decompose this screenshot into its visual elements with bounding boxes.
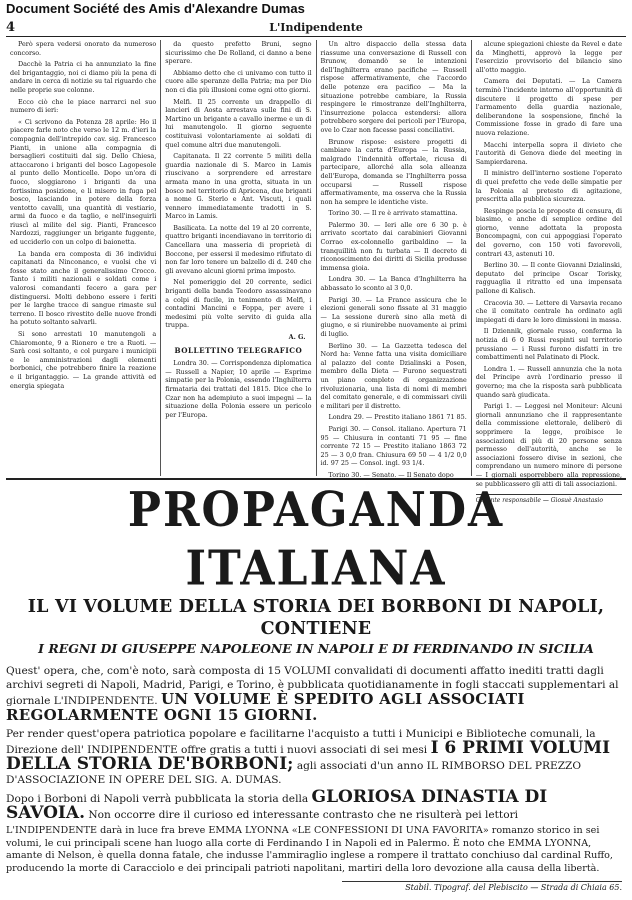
ad-p3-emphasis: GLORIOSA DINASTIA DI SAVOIA. bbox=[6, 787, 548, 823]
column-paragraph: Basilicata. La notte del 19 al 20 corrente, quattro briganti incendiavano in territorio di Cancellara una masseria di proprietà di Boccone, per essersi il medesimo rifiutato di non far loro tenere un balzello di d. 240 che gli avevano alcuni giorni prima imposto. bbox=[165, 223, 312, 275]
ad-paragraph-2 bbox=[6, 727, 626, 787]
column-paragraph: Si sono arrestati 10 manutengoli a Chiaromonte, 9 a Rionero e tre a Ruoti. — Sarà cosi soltanto, e col purgare i municipii e le amministrazioni dagli elementi borbonici, che potrebbero finire la reazione e il brigantaggio. — La grande attività ed energia spiegata bbox=[10, 330, 157, 390]
column-paragraph: Dacchè la Patria ci ha annunziato la fine del brigantaggio, noi ci diamo più la pena di andare in cerca di notizie su tal riguardo che nelle proprie sue colonne. bbox=[10, 60, 157, 94]
news-columns bbox=[6, 40, 626, 505]
column-paragraph: Respinge poscia le proposte di censura, di biasimo, e anche di semplice ordine del giorno, venne adottata la proposta Boncompagni, con cui appoggiasi l'operato del governo, con 150 voti favorevoli, contrari 43, astenuti 10. bbox=[475, 206, 622, 258]
ad-subtitle: IL VI VOLUME DELLA STORIA DEI BORBONI DI NAPOLI, CONTIENE bbox=[27, 597, 605, 639]
ad-paragraph-1 bbox=[6, 664, 626, 724]
column-paragraph: Macchi interpella sopra il divieto che l'autorità di Genova diede del meeting in Sampierdarena. bbox=[475, 140, 622, 166]
column-paragraph: Palermo 30. — Ieri alle ore 6 30 p. è arrivato scortato dai carabinieri Giovanni Corrao ex-colonnello garibaldino — la tranquillità non fu turbata — Il decreto di riconoscimento dei diritti di Sicilia produsse immensa gioia. bbox=[320, 220, 467, 272]
column-paragraph: Cracovia 30. — Lettere di Varsavia recano che il comitato centrale ha ordinato agli impiegati di dare le loro dimissioni in massa. bbox=[475, 298, 622, 324]
ad-p2-tail: agli associati d'un anno IL RIMBORSO DEL PREZZO D'ASSOCIAZIONE IN OPERE DEL SIG. A. DUMAS. bbox=[6, 760, 582, 786]
column-paragraph: Camera dei Deputati. — La Camera terminò l'incidente intorno all'opportunità di discutere il progetto di spese per l'armamento della guardia nazionale, deliberandone la sospensione, finché la Commissione fosse in grado di fare una nuova relazione. bbox=[475, 77, 622, 137]
column-paragraph: Berlino 30. — La Gazzetta tedesca del Nord ha: Venne fatta una visita domiciliare al palazzo del conte Dzialinski a Posen, membro della Dieta — Furono sequestrati un piano completo di organizzazione rivoluzionaria, una lista di nomi di membri del comitato generale, e di commissari civili e militari per il distretto. bbox=[320, 341, 467, 410]
column-footer: Gerente responsabile — Giosuè Anastasio bbox=[476, 494, 622, 506]
ad-p3-tail: Non occorre dire il curioso ed interessante contrasto che ne risulterà pei lettori bbox=[88, 809, 519, 821]
column-paragraph: Però spera vedersi onorato da numeroso concorso. bbox=[10, 40, 157, 57]
column-paragraph: Berlino 30. — Il conte Giovanni Dzialinski, deputato del principe Oscar Torisky, ragguaglia il ritratto ed una impensata pallone di Kalisch. bbox=[475, 261, 622, 296]
column-4 bbox=[472, 40, 626, 505]
ad-p1-emphasis: UN VOLUME È SPEDITO AGLI ASSOCIATI REGOLARMENTE OGNI 15 GIORNI. bbox=[6, 690, 525, 724]
column-paragraph: Il Dziennik, giornale russo, conferma la notizia di 6 0 Russi respinti sul territorio prussiano — i Russi furono disfatti in tre combattimenti nel Palatinato di Plock. bbox=[475, 327, 622, 362]
imprint: Stabil. Tipograf. del Plebiscito — Strada di Chiaia 65. bbox=[342, 881, 622, 892]
column-paragraph: Capitanata. Il 22 corrente 5 militi della guardia nazionale di S. Marco in Lamis riuscivano a sorprendere ed arrestare armata mano in una grotta, situata in un bosco nel territorio di Apricena, due briganti a nome G. Sterlo e Ant. Viscuti, i quali vennero immediatamente tradotti in S. Marco in Lamis. bbox=[165, 152, 312, 221]
column-1 bbox=[6, 40, 161, 476]
ad-p2-emphasis: I 6 PRIMI VOLUMI DELLA STORIA DE'BORBONI; bbox=[6, 738, 611, 774]
advertisement bbox=[6, 482, 626, 892]
section-divider bbox=[6, 478, 626, 480]
masthead: L'Indipendente bbox=[269, 21, 363, 34]
column-paragraph: alcune spiegazioni chieste da Revel e date da Minghetti, approvò la legge per l'esercizio provvisorio del bilancio sino all'otto maggio. bbox=[475, 40, 622, 74]
column-paragraph: Ecco ciò che le piace narrarci nel suo numero di ieri: bbox=[10, 97, 157, 115]
column-paragraph: Parigi 30. — La France assicura che le elezioni generali sono fissate al 31 maggio — La sessione durerà sino alla metà di giugno, e si riunirebbe nuovamente ai primi di luglio. bbox=[320, 295, 467, 338]
column-paragraph: BOLLETTINO TELEGRAFICO bbox=[174, 345, 303, 355]
column-paragraph: La banda era composta di 36 individui capitanati da Ninconanco, e vuolsi che vi fosse stato anche il generalissimo Crocco. Tanto i militi nazionali e soldati come i valorosi comandanti fecero a gara per distinguersi. Molti debbono essere i feriti per le larghe tracce di sangue rimaste sul terreno. Il bosco rivestito delle nuove frondi ha potuto soltanto salvarli. bbox=[10, 249, 157, 327]
column-paragraph: Parigi 30. — Consol. italiano. Apertura 71 95 — Chiusura in contanti 71 95 — fine corrente 72 15 — Prestito italiano 1863 72 25 — 3 0,0 fran. Chiusura 69 50 — 4 1/2 0,0 id. 97 25 — Consol. ingl. 93 1/4. bbox=[320, 424, 467, 468]
column-paragraph: Torino 30. — Il re è arrivato stamattina. bbox=[328, 209, 458, 218]
column-paragraph: da questo prefetto Bruni, segno sicurissimo che De Rolland, ci danno a bene sperare. bbox=[165, 40, 312, 66]
watermark: Document Société des Amis d'Alexandre Dumas bbox=[6, 1, 305, 16]
column-paragraph: Brunow rispose: esistere progetti di cambiare la carta d'Europa — la Russia, malgrado l'indennità offertale, ricusa di partecipare, allorché alla sola alleanza dell'Europa, domanda se l'Inghilterra possa occuparsi — Russell rispose affermativamente, ma osserva che la Russia non ha sempre le identiche viste. bbox=[320, 137, 467, 206]
column-2 bbox=[161, 40, 316, 476]
column-paragraph: Melfi. Il 25 corrente un drappello di lancieri di Aosta arrestava sulle fini di S. Martino un brigante a cavallo inerme e un di lui manutengolo. Il giorno seguente costituivasi volontariamente ai soldati di quel comune altri due manutengoli. bbox=[165, 97, 312, 149]
column-paragraph: « Ci scrivono da Potenza 28 aprile: Ho il piacere farle noto che verso le 12 m. d'ieri la compagnia dell'intrepido cav. sig. Francesco Pianti, in unione alla compagnia di bersaglieri costituiti dal sig. Dello Chiesa, attaccarono i briganti del bosco Lagopesole al punto dello Monticelle. Dopo un'ora di fuoco, sloggiarono i briganti da una fortissima posizione, e li misero in fuga pel bosco, lasciando in potere della forza ventotto cavalli, una quantità di vestiario, armi da fuoco e da taglio, e nell'inseguirli riuscì al milite del sig. Pianti, Francesco Nardozzi, raggiunger un brigante fuggente, ed ucciderlo con un colpo di baionetta. bbox=[10, 117, 157, 247]
page-header bbox=[6, 20, 626, 37]
column-paragraph: Londra 30. — La Banca d'Inghilterra ha abbassato lo sconto al 3 0,0. bbox=[320, 275, 467, 293]
ad-p1-text: Quest' opera, che, com'è noto, sarà composta di 15 VOLUMI convalidati di documenti affatto inediti tratti dagli archivi segreti di Napoli, Madrid, Parigi, e Torino, è pubblicata quotidianamente in fogli staccati supplementari al giornale L'INDIPENDENTE. bbox=[6, 665, 619, 707]
ad-p2-text: Per render quest'opera patriotica popolare e facilitarne l'acquisto a tutti i Municipi e Biblioteche comunali, la Direzione dell' INDIPENDENTE offre gratis a tutti i nuovi associati di sei mesi bbox=[6, 728, 596, 756]
column-paragraph: Abbiamo detto che ci univamo con tutto il cuore alle speranze della Patria; ma per Dio non ci dia più illusioni come ogni otto giorni. bbox=[165, 68, 312, 94]
column-paragraph: A. G. bbox=[288, 333, 306, 341]
column-paragraph: Nel pomeriggio del 20 corrente, sedici briganti della banda Teodoro assassinavano a colpi di fucile, in tenimento di Melfi, i contadini Mancini e Foppa, per avere i medesimi più volte servito di guida alla truppa. bbox=[165, 278, 312, 330]
ad-p3-text: Dopo i Borboni di Napoli verrà pubblicata la storia della bbox=[6, 793, 309, 805]
ad-paragraph-3 bbox=[6, 787, 626, 823]
column-paragraph: Parigi 1. — Leggesi nel Moniteur: Alcuni giornali annunziano che il rappresentante della commissione elettorale, deliberò di sopprimere la legge, proibisce le associazioni di più di 20 persone senza permesso dell'autorità, anche se le associazioni fossero divise in sezioni, che comprendano un numero minore di persone — I giornali esporrebbero alla repressione, se pubblicassero gli atti di tali associazioni. bbox=[475, 402, 622, 488]
column-paragraph: Un altro dispaccio della stessa data riassume una conversazione di Russell con Brunow, domandò se le intenzioni dell'Inghilterra erano pacifiche — Russell rispose affermativamente, che l'accordo delle potenze era pacifico — Ma la situazione potrebbe cambiare, la Russia respingere le rimostranze dell'Inghilterra, l'insurrezione polacca estendersi: allora potrebbero sorgere dei pericoli per l'Europa, ove lo Czar non facesse passi conciliativi. bbox=[320, 40, 467, 134]
ad-paragraph-4: L'INDIPENDENTE darà in luce fra breve EMMA LYONNA «LE CONFESSIONI DI UNA FAVORITA» romanzo storico in sei volumi, le cui principali scene han luogo alla corte di Ferdinando I in Napoli ed in Palermo. È noto che EMMA LYONNA, amante di Nelson, è quella donna fatale, che indusse l'ammiraglio inglese a rompere il trattato conchiuso dal cardinal Ruffo, producendo la morte di Caracciolo e dei principali patrioti napolitani, martiri della loro devozione alla causa della libertà. bbox=[6, 825, 613, 874]
column-paragraph: Torino 30. — Senato. — Il Senato dopo bbox=[328, 470, 454, 479]
column-paragraph: Londra 29. — Prestito italiano 1861 71 85. bbox=[328, 413, 467, 422]
ad-subtitle-italic: I REGNI DI GIUSEPPE NAPOLEONE IN NAPOLI E DI FERDINANDO IN SICILIA bbox=[38, 641, 594, 656]
column-3 bbox=[317, 40, 472, 479]
ad-title: PROPAGANDA ITALIANA bbox=[127, 482, 505, 597]
column-paragraph: Il ministro dell'interno sostiene l'operato di quei prefetto che vede delle simpatie per la Polonia al pretesto di agitazione, prescritta alla pubblica sicurezza. bbox=[475, 169, 622, 204]
page-number: 4 bbox=[6, 20, 16, 35]
column-paragraph: Londra 30. — Corrispondenza diplomatica — Russell a Napier, 10 aprile — Esprime simpatie per la Polonia, essendo l'Inghilterra firmataria dei trattati del 1815. Dice che lo Czar non ha adempiuto a suoi impegni — la situazione della Polonia essere un pericolo per l'Europa. bbox=[165, 359, 312, 419]
column-paragraph: Londra 1. — Russell annunzia che la nota del Principe avrà l'ordinario presso il governo; ma che la risposta sarà pubblicata quando sarà giudicata. bbox=[475, 364, 622, 399]
